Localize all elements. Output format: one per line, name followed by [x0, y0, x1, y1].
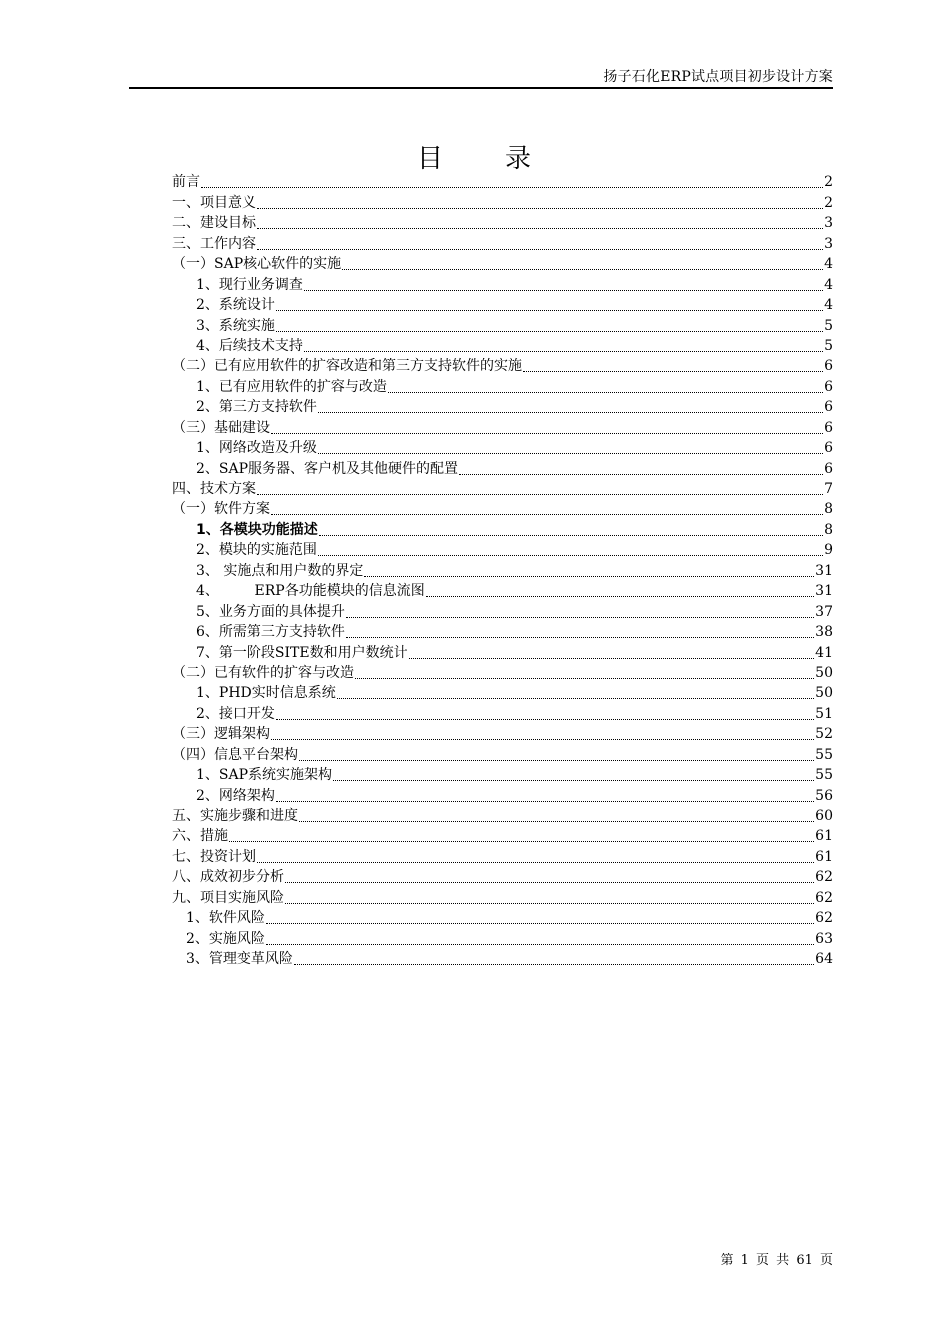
toc-entry-label: （一）SAP核心软件的实施 — [172, 256, 342, 273]
toc-leader-dots — [299, 760, 814, 761]
toc-entry[interactable] — [172, 886, 833, 906]
toc-leader-dots — [342, 269, 823, 270]
toc-entry-page: 50 — [815, 664, 833, 681]
toc-entry-label: 2、第三方支持软件 — [196, 399, 317, 416]
toc-entry-label: （三）逻辑架构 — [172, 726, 270, 743]
toc-leader-dots — [304, 351, 823, 352]
toc-entry-label: （四）信息平台架构 — [172, 746, 298, 763]
toc-entry-label: 三、工作内容 — [172, 235, 256, 252]
toc-title — [0, 138, 950, 175]
toc-leader-dots — [337, 698, 814, 699]
toc-entry-page: 52 — [815, 726, 833, 743]
toc-entry-label: （三）基础建设 — [172, 419, 270, 436]
toc-title-part2: 录 — [505, 144, 534, 174]
toc-leader-dots — [257, 249, 823, 250]
toc-entry-label: 1、已有应用软件的扩容与改造 — [196, 378, 387, 395]
toc-entry[interactable] — [172, 682, 833, 702]
toc-leader-dots — [285, 903, 814, 904]
toc-entry-label: 1、PHD实时信息系统 — [196, 685, 336, 702]
toc-entry-label: 六、措施 — [172, 828, 228, 845]
toc-entry[interactable] — [172, 825, 833, 845]
toc-entry[interactable] — [172, 600, 833, 620]
toc-leader-dots — [257, 228, 823, 229]
toc-leader-dots — [276, 331, 823, 332]
toc-entry-label: （二）已有应用软件的扩容改造和第三方支持软件的实施 — [172, 358, 522, 375]
toc-leader-dots — [346, 617, 814, 618]
toc-entry-label: 一、项目意义 — [172, 194, 256, 211]
toc-entry-page: 7 — [824, 481, 833, 497]
toc-leader-dots — [285, 882, 814, 883]
toc-entry-label: 3、系统实施 — [196, 317, 275, 334]
toc-entry[interactable] — [172, 294, 833, 314]
toc-entry[interactable] — [172, 784, 833, 804]
toc-leader-dots — [459, 474, 823, 475]
toc-entry-page: 6 — [824, 378, 833, 395]
toc-entry-label: 四、技术方案 — [172, 481, 256, 497]
toc-entry[interactable] — [172, 191, 833, 211]
toc-entry-page: 63 — [815, 930, 833, 947]
toc-leader-dots — [266, 944, 814, 945]
toc-entry-page: 4 — [824, 297, 833, 314]
toc-entry[interactable] — [172, 559, 833, 579]
table-of-contents — [172, 171, 833, 968]
toc-entry[interactable] — [172, 253, 833, 273]
toc-entry-page: 31 — [815, 583, 833, 600]
toc-entry-page: 4 — [824, 276, 833, 293]
toc-entry-label: 6、所需第三方支持软件 — [196, 624, 345, 641]
toc-entry-label: 1、网络改造及升级 — [196, 440, 317, 457]
toc-leader-dots — [294, 964, 814, 965]
toc-entry-label: 5、业务方面的具体提升 — [196, 603, 345, 620]
toc-entry-label: 八、成效初步分析 — [172, 869, 284, 886]
toc-entry-label: 五、实施步骤和进度 — [172, 808, 298, 824]
toc-entry[interactable] — [172, 498, 833, 518]
toc-entry-label: （一）软件方案 — [172, 501, 270, 518]
toc-entry[interactable] — [172, 539, 833, 559]
toc-entry-page: 38 — [815, 624, 833, 641]
toc-entry[interactable] — [172, 927, 833, 947]
toc-entry-page: 62 — [815, 910, 833, 927]
toc-entry-page: 8 — [824, 521, 833, 538]
toc-entry-page: 6 — [824, 358, 833, 375]
header-title: 扬子石化ERP试点项目初步设计方案 — [603, 69, 833, 85]
toc-entry-page: 6 — [824, 399, 833, 416]
toc-entry[interactable] — [172, 948, 833, 968]
toc-entry-page: 60 — [815, 808, 833, 824]
toc-entry-label: 1、软件风险 — [186, 910, 265, 927]
toc-leader-dots — [426, 596, 814, 597]
toc-entry[interactable] — [172, 478, 833, 498]
toc-leader-dots — [257, 862, 814, 863]
toc-entry[interactable] — [172, 805, 833, 825]
toc-entry-page: 4 — [824, 256, 833, 273]
toc-entry-label: 2、系统设计 — [196, 297, 275, 314]
toc-entry-page: 8 — [824, 501, 833, 518]
toc-leader-dots — [333, 780, 814, 781]
toc-entry-label: 2、接口开发 — [196, 705, 275, 722]
toc-leader-dots — [523, 371, 823, 372]
toc-leader-dots — [271, 739, 814, 740]
toc-entry-page: 5 — [824, 337, 833, 354]
toc-entry-page: 6 — [824, 440, 833, 457]
toc-entry-page: 6 — [824, 419, 833, 436]
toc-leader-dots — [364, 576, 814, 577]
toc-entry-page: 31 — [815, 562, 833, 579]
toc-entry[interactable] — [172, 171, 833, 191]
toc-entry-page: 2 — [824, 194, 833, 211]
page-footer: 第 1 页 共 61 页 — [720, 1253, 833, 1268]
toc-entry[interactable] — [172, 580, 833, 600]
toc-leader-dots — [319, 535, 823, 536]
toc-entry-page: 61 — [815, 828, 833, 845]
toc-leader-dots — [229, 841, 814, 842]
toc-entry[interactable] — [172, 866, 833, 886]
toc-entry[interactable] — [172, 396, 833, 416]
toc-entry-label: 2、SAP服务器、客户机及其他硬件的配置 — [196, 460, 459, 477]
toc-entry[interactable] — [172, 457, 833, 477]
toc-entry[interactable] — [172, 662, 833, 682]
toc-entry-label: 九、项目实施风险 — [172, 889, 284, 906]
toc-entry[interactable] — [172, 907, 833, 927]
toc-leader-dots — [266, 923, 814, 924]
toc-entry[interactable] — [172, 764, 833, 784]
toc-leader-dots — [271, 514, 823, 515]
toc-entry[interactable] — [172, 212, 833, 232]
toc-leader-dots — [409, 658, 815, 659]
toc-leader-dots — [276, 801, 814, 802]
toc-leader-dots — [355, 678, 814, 679]
toc-entry[interactable] — [172, 355, 833, 375]
toc-entry-page: 61 — [815, 848, 833, 865]
toc-entry[interactable] — [172, 314, 833, 334]
toc-entry-label: 7、第一阶段SITE数和用户数统计 — [196, 644, 408, 661]
toc-entry-page: 64 — [815, 951, 833, 968]
toc-entry[interactable] — [172, 702, 833, 722]
toc-entry-page: 2 — [824, 174, 833, 191]
toc-entry-label: 二、建设目标 — [172, 215, 256, 232]
toc-entry[interactable] — [172, 375, 833, 395]
toc-entry-label: 2、模块的实施范围 — [196, 542, 317, 559]
toc-entry-page: 55 — [815, 767, 833, 784]
toc-entry[interactable] — [172, 621, 833, 641]
toc-entry-label: 1、现行业务调查 — [196, 276, 303, 293]
toc-entry-label: 1、各模块功能描述 — [196, 521, 318, 538]
toc-leader-dots — [318, 453, 823, 454]
toc-leader-dots — [276, 719, 814, 720]
toc-entry[interactable] — [172, 723, 833, 743]
toc-entry-page: 3 — [824, 235, 833, 252]
toc-entry-page: 56 — [815, 787, 833, 804]
toc-entry-label: 前言 — [172, 174, 200, 191]
toc-entry-page: 62 — [815, 869, 833, 886]
toc-entry-label: 七、投资计划 — [172, 848, 256, 865]
toc-leader-dots — [318, 412, 823, 413]
toc-entry[interactable] — [172, 743, 833, 763]
toc-entry[interactable] — [172, 416, 833, 436]
toc-leader-dots — [257, 208, 823, 209]
toc-entry-page: 51 — [815, 705, 833, 722]
toc-entry[interactable] — [172, 845, 833, 865]
toc-leader-dots — [201, 187, 823, 188]
toc-entry-label: 1、SAP系统实施架构 — [196, 767, 333, 784]
toc-leader-dots — [271, 433, 823, 434]
toc-entry-label: （二）已有软件的扩容与改造 — [172, 664, 354, 681]
toc-entry-page: 41 — [815, 644, 833, 661]
toc-entry-page: 3 — [824, 215, 833, 232]
header-divider — [129, 87, 833, 89]
toc-entry[interactable] — [172, 273, 833, 293]
toc-leader-dots — [346, 637, 814, 638]
toc-entry-label: 4、后续技术支持 — [196, 337, 303, 354]
toc-entry-page: 6 — [824, 460, 833, 477]
toc-entry-label: 3、 实施点和用户数的界定 — [196, 562, 364, 579]
toc-leader-dots — [318, 555, 823, 556]
toc-entry-page: 37 — [815, 603, 833, 620]
toc-entry-page: 50 — [815, 685, 833, 702]
toc-entry-label: 4、 ERP各功能模块的信息流图 — [196, 583, 425, 600]
toc-entry[interactable] — [172, 335, 833, 355]
toc-entry-page: 55 — [815, 746, 833, 763]
toc-entry-page: 5 — [824, 317, 833, 334]
toc-leader-dots — [276, 310, 823, 311]
toc-entry[interactable] — [172, 518, 833, 538]
toc-entry-label: 2、实施风险 — [186, 930, 265, 947]
toc-leader-dots — [257, 494, 823, 495]
toc-entry-label: 3、管理变革风险 — [186, 951, 293, 968]
toc-title-part1: 目 — [416, 144, 445, 174]
toc-entry[interactable] — [172, 641, 833, 661]
toc-entry[interactable] — [172, 232, 833, 252]
toc-leader-dots — [388, 392, 823, 393]
toc-entry-label: 2、网络架构 — [196, 787, 275, 804]
toc-leader-dots — [304, 290, 823, 291]
toc-entry[interactable] — [172, 437, 833, 457]
toc-entry-page: 9 — [824, 542, 833, 559]
toc-leader-dots — [299, 821, 814, 822]
toc-entry-page: 62 — [815, 889, 833, 906]
